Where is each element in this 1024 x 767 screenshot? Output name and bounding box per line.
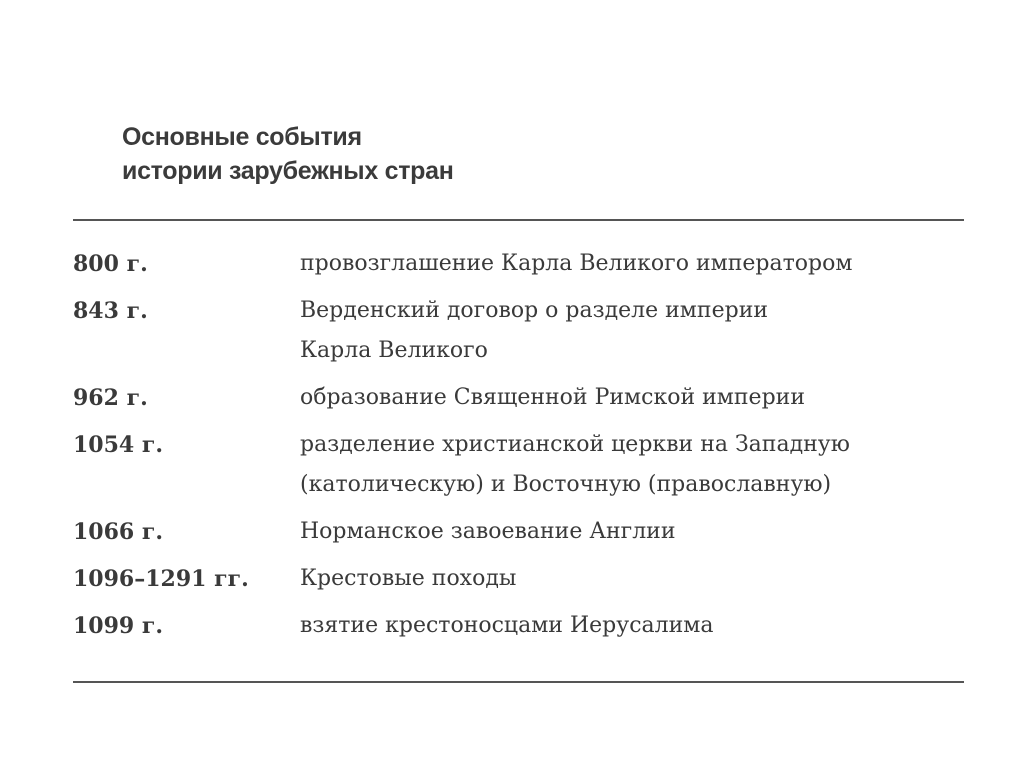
event-row	[73, 244, 964, 284]
event-description: взятие крестоносцами Иерусалима	[300, 613, 714, 638]
event-date: 843 г.	[73, 298, 148, 324]
event-date: 962 г.	[73, 385, 148, 411]
event-date: 1066 г.	[73, 519, 164, 545]
event-date: 800 г.	[73, 251, 148, 277]
page-title	[122, 120, 454, 188]
event-description: Норманское завоевание Англии	[300, 519, 676, 544]
event-row	[73, 606, 964, 646]
event-description: образование Священной Римской империи	[300, 385, 805, 410]
event-date: 1054 г.	[73, 432, 164, 458]
event-row	[73, 291, 964, 371]
event-description: Верденский договор о разделе империи Карла Великого	[300, 298, 769, 363]
event-row	[73, 559, 964, 599]
top-divider	[73, 219, 964, 221]
title-line-2: истории зарубежных стран	[122, 157, 454, 185]
bottom-divider	[73, 681, 964, 683]
event-date: 1099 г.	[73, 613, 164, 639]
event-date: 1096–1291 гг.	[73, 566, 249, 592]
event-description: провозглашение Карла Великого императором	[300, 251, 853, 276]
event-row	[73, 378, 964, 418]
title-line-1: Основные события	[122, 123, 362, 151]
event-description: разделение христианской церкви на Западную (католическую) и Восточную (православную)	[300, 432, 850, 497]
events-table	[73, 244, 964, 653]
event-row	[73, 425, 964, 505]
event-row	[73, 512, 964, 552]
event-description: Крестовые походы	[300, 566, 517, 591]
